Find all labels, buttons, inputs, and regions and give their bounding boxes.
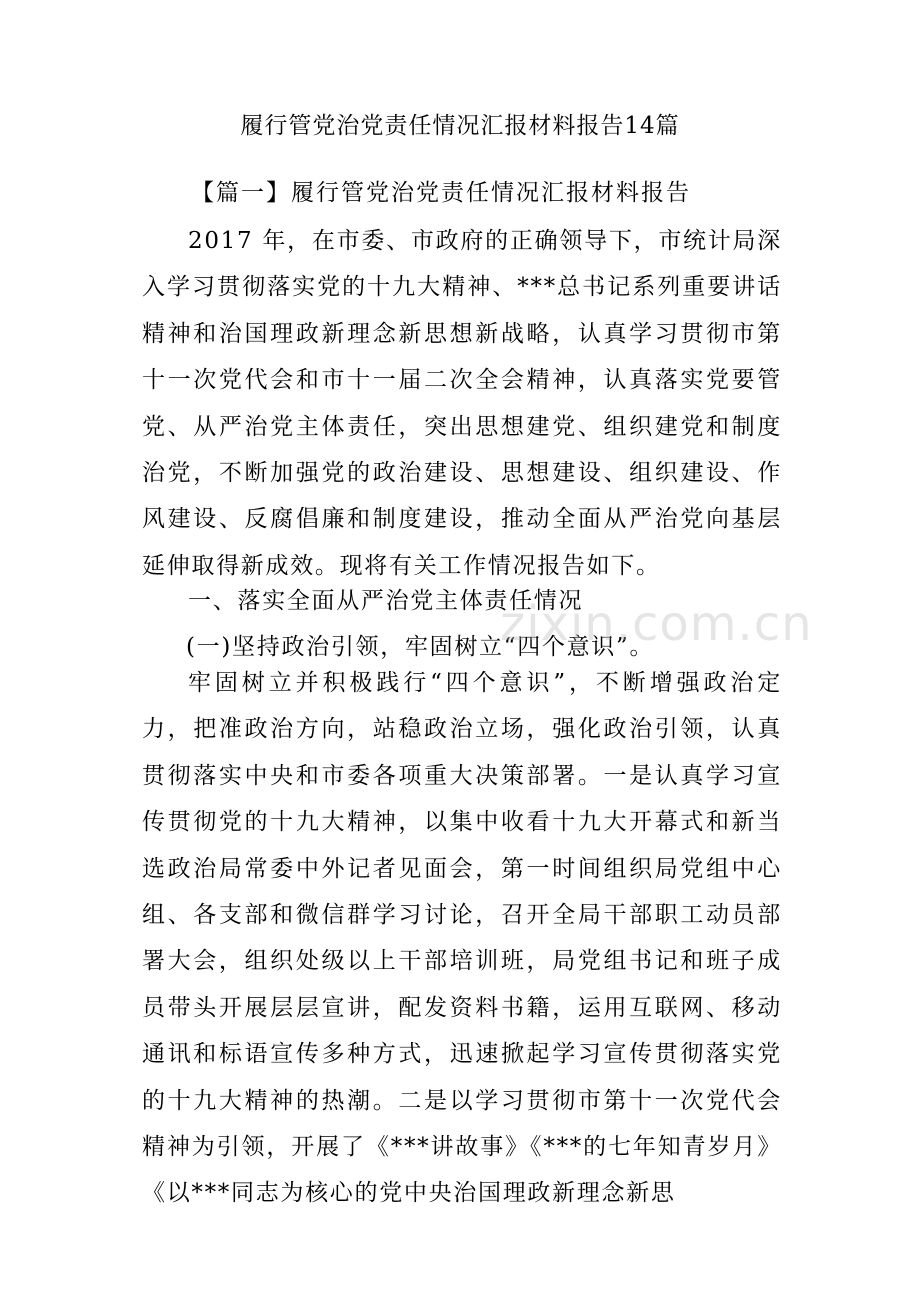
paragraph-2: 牢固树立并积极践行“四个意识”，不断增强政治定力，把准政治方向，站稳政治立场，强化政治引领，认真贯彻落实中央和市委各项重大决策部署。一是认真学习宣传贯彻党的十九大精神，以集中收看十九大开幕式和新当选政治局常委中外记者见面会，第一时间组织局党组中心组、各支部和微信群学习讨论，召开全局干部职工动员部署大会，组织处级以上干部培训班，局党组书记和班子成员带头开展层层宣讲，配发资料书籍，运用互联网、移动通讯和标语宣传多种方式，迅速掀起学习宣传贯彻落实党的十九大精神的热潮。二是以学习贯彻市第十一次党代会精神为引领，开展了《***讲故事》《***的七年知青岁月》《以***同志为核心的党中央治国理政新理念新思 (142, 670, 782, 1207)
section-heading: 【篇一】履行管党治党责任情况汇报材料报告 (191, 180, 691, 206)
heading-level-2: (一)坚持政治引领，牢固树立“四个意识”。 (186, 634, 655, 660)
watermark: zixin.com.cn (500, 596, 813, 652)
heading-level-1: 一、落实全面从严治党主体责任情况 (188, 588, 584, 614)
document-title: 履行管党治党责任情况汇报材料报告14篇 (240, 113, 680, 139)
paragraph-1: 2017 年，在市委、市政府的正确领导下，市统计局深入学习贯彻落实党的十九大精神、***总书记系列重要讲话精神和治国理政新理念新思想新战略，认真学习贯彻市第十一次党代会和市十一届二次全会精神，认真落实党要管党、从严治党主体责任，突出思想建党、组织建党和制度治党，不断加强党的政治建设、思想建设、组织建设、作风建设、反腐倡廉和制度建设，推动全面从严治党向基层延伸取得新成效。现将有关工作情况报告如下。 (142, 228, 782, 579)
